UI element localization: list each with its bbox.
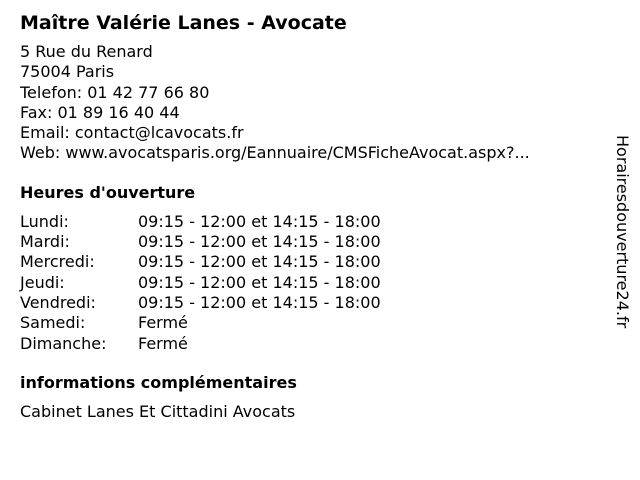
day-label: Samedi: [20, 313, 86, 333]
day-label: Dimanche: [20, 333, 107, 353]
day-label: Jeudi: [20, 272, 65, 292]
contact-details [20, 42, 600, 164]
opening-hours-heading: Heures d'ouverture [20, 182, 196, 202]
city-postcode: 75004 Paris [20, 62, 115, 82]
fax-number: Fax: 01 89 16 40 44 [20, 102, 180, 122]
phone-number: Telefon: 01 42 77 66 80 [20, 82, 210, 102]
opening-hours-table [20, 212, 600, 354]
hours-row-saturday [20, 313, 600, 333]
site-watermark: Horairesdouverture24.fr [613, 135, 632, 329]
business-title: Maître Valérie Lanes - Avocate [20, 12, 347, 34]
hours-row-friday [20, 293, 600, 313]
day-label: Vendredi: [20, 292, 96, 312]
day-label: Lundi: [20, 211, 69, 231]
time-value: 09:15 - 12:00 et 14:15 - 18:00 [138, 252, 381, 272]
email-address: Email: contact@lcavocats.fr [20, 123, 244, 143]
hours-row-sunday [20, 334, 600, 354]
time-value: 09:15 - 12:00 et 14:15 - 18:00 [138, 292, 381, 312]
hours-row-wednesday [20, 252, 600, 272]
additional-info-text: Cabinet Lanes Et Cittadini Avocats [20, 401, 296, 421]
website-url: Web: www.avocatsparis.org/Eannuaire/CMSFicheAvocat.aspx?... [20, 143, 530, 163]
hours-row-monday [20, 212, 600, 232]
time-value: 09:15 - 12:00 et 14:15 - 18:00 [138, 272, 381, 292]
day-label: Mardi: [20, 232, 70, 252]
time-value: 09:15 - 12:00 et 14:15 - 18:00 [138, 232, 381, 252]
time-value: Fermé [138, 313, 188, 333]
hours-row-tuesday [20, 232, 600, 252]
time-value: Fermé [138, 333, 188, 353]
additional-info-heading: informations complémentaires [20, 372, 297, 392]
street-address: 5 Rue du Renard [20, 42, 153, 61]
hours-row-thursday [20, 273, 600, 293]
day-label: Mercredi: [20, 252, 95, 272]
business-card [20, 10, 600, 422]
time-value: 09:15 - 12:00 et 14:15 - 18:00 [138, 211, 381, 231]
